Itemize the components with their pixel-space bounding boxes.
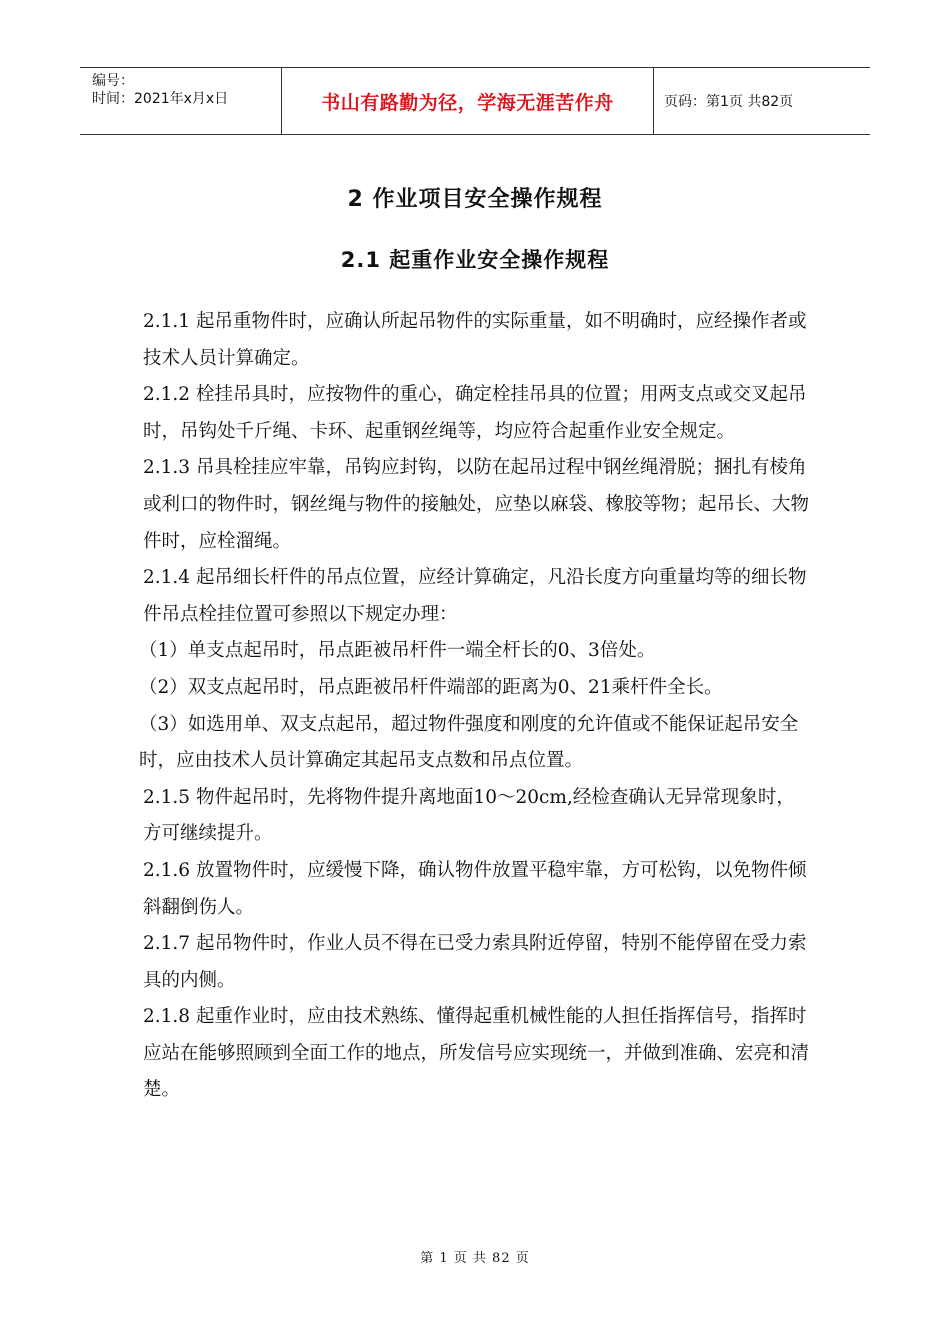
list-item-3: （3）如选用单、双支点起吊，超过物件强度和刚度的允许值或不能保证起吊安全时，应由技术人员计算确定其起吊支点数和吊点位置。 — [139, 713, 799, 772]
paragraph-2-1-1: 2.1.1 起吊重物件时，应确认所起吊物件的实际重量，如不明确时，应经操作者或技术人员计算确定。 — [143, 311, 807, 369]
paragraph-2-1-6: 2.1.6 放置物件时，应缓慢下降，确认物件放置平稳牢靠，方可松钩，以免物件倾斜翻倒伤人。 — [143, 859, 807, 918]
document-number-label: 编号： — [92, 73, 134, 89]
paragraph-2-1-5: 2.1.5 物件起吊时，先将物件提升离地面10～20cm,经检查确认无异常现象时，方可继续提升。 — [143, 786, 795, 845]
document-time-label: 时间：2021年x月x日 — [92, 91, 229, 107]
page-footer: 第 1 页 共 82 页 — [420, 1251, 530, 1266]
paragraph-2-1-2: 2.1.2 栓挂吊具时，应按物件的重心，确定栓挂吊具的位置；用两支点或交叉起吊时，吊钩处千斤绳、卡环、起重钢丝绳等，均应符合起重作业安全规定。 — [143, 384, 807, 442]
header-motto: 书山有路勤为径，学海无涯苦作舟 — [282, 68, 654, 134]
header-page-code: 页码：第1页 共82页 — [664, 94, 794, 110]
header-meta-cell — [80, 68, 282, 134]
paragraph-2-1-8: 2.1.8 起重作业时，应由技术熟练、懂得起重机械性能的人担任指挥信号，指挥时应站在能够照顾到全面工作的地点，所发信号应实现统一，并做到准确、宏亮和清楚。 — [143, 1006, 810, 1101]
list-item-1: （1）单支点起吊时，吊点距被吊杆件一端全杆长的0、3倍处。 — [139, 640, 656, 662]
paragraph-2-1-7: 2.1.7 起吊物件时，作业人员不得在已受力索具附近停留，特别不能停留在受力索具的内侧。 — [143, 933, 807, 991]
list-item-2: （2）双支点起吊时，吊点距被吊杆件端部的距离为0、21乘杆件全长。 — [139, 676, 723, 698]
chapter-title: 2 作业项目安全操作规程 — [347, 187, 603, 212]
section-title: 2.1 起重作业安全操作规程 — [340, 248, 610, 272]
paragraph-2-1-3: 2.1.3 吊具栓挂应牢靠，吊钩应封钩，以防在起吊过程中钢丝绳滑脱；捆扎有棱角或利口的物件时，钢丝绳与物件的接触处，应垫以麻袋、橡胶等物；起吊长、大物件时，应栓溜绳。 — [143, 457, 810, 552]
header-table — [80, 67, 870, 135]
paragraph-2-1-4: 2.1.4 起吊细长杆件的吊点位置，应经计算确定，凡沿长度方向重量均等的细长物件吊点栓挂位置可参照以下规定办理： — [143, 567, 807, 625]
document-body — [139, 304, 811, 1109]
